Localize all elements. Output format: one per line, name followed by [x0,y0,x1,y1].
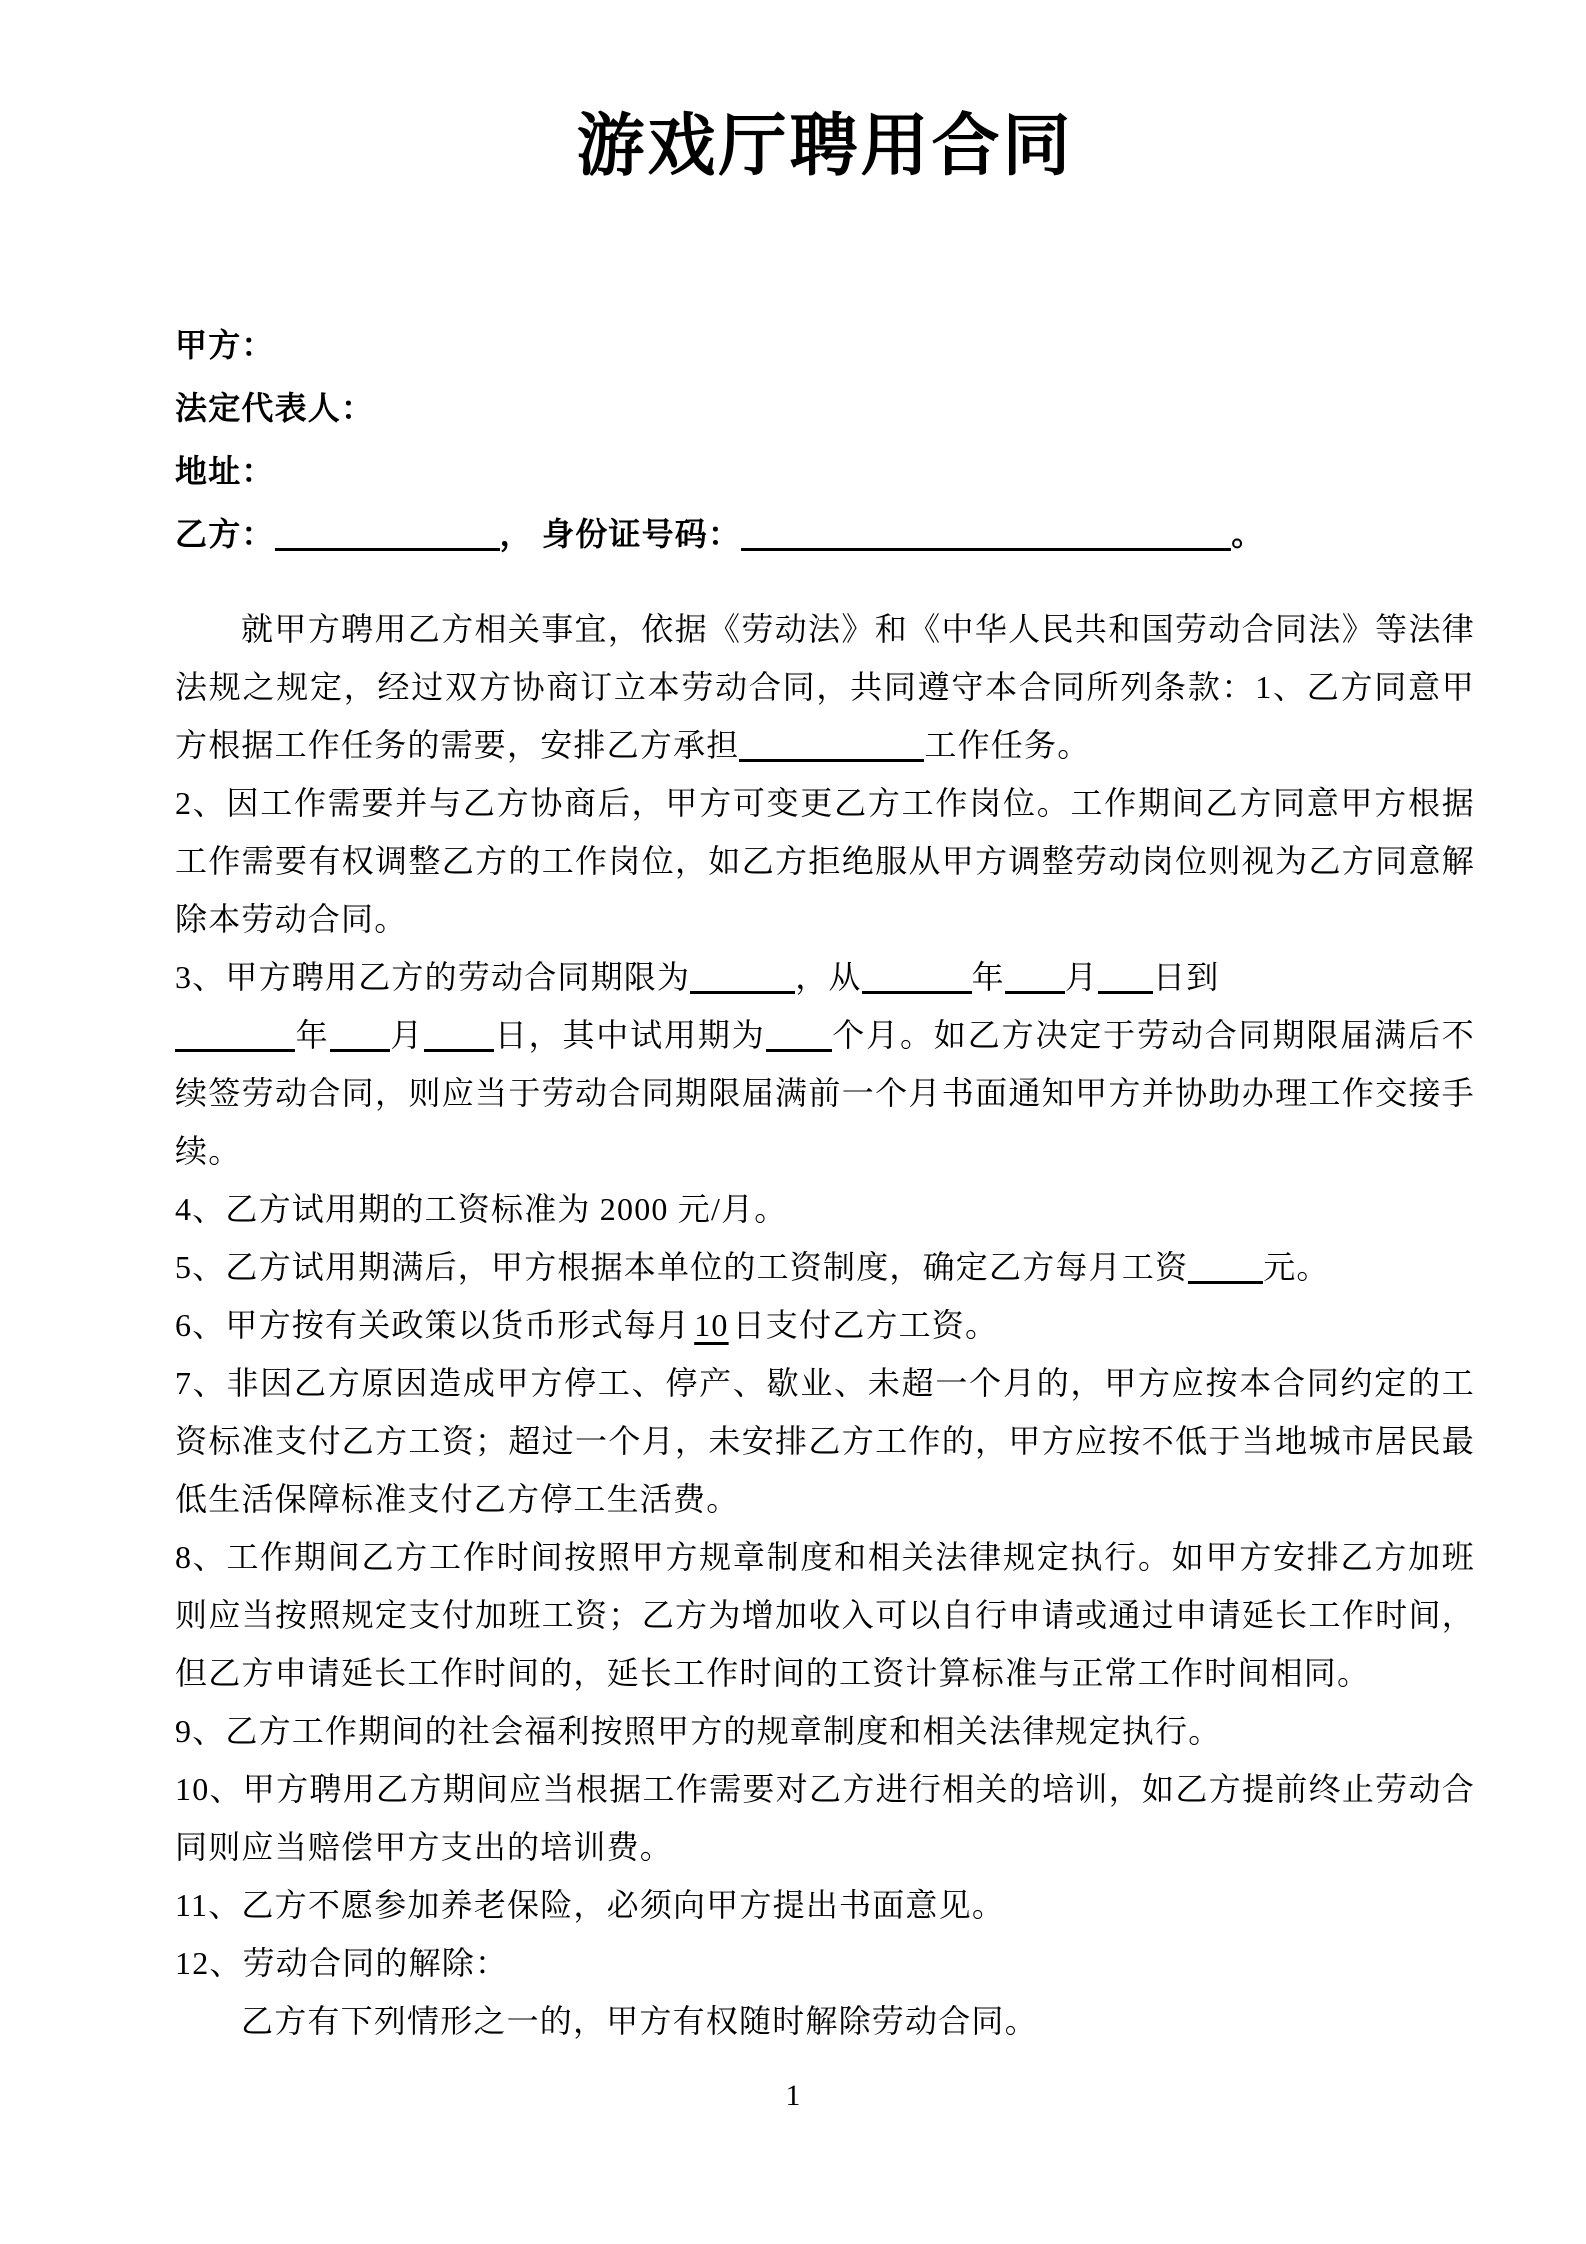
clause-3-text: 日，其中试用期为 [494,1017,766,1053]
blank-monthly-salary[interactable] [1188,1271,1263,1284]
blank-party-b-name[interactable] [275,538,500,551]
blank-start-year[interactable] [862,981,972,994]
clause-3 [175,948,1475,1180]
clause-2: 2、因工作需要并与乙方协商后，甲方可变更乙方工作岗位。工作期间乙方同意甲方根据工作需要有权调整乙方的工作岗位，如乙方拒绝服从甲方调整劳动岗位则视为乙方同意解除本劳动合同。 [175,785,1475,937]
id-number-label: ， 身份证号码： [499,516,742,552]
clause-3-text: 个月。如乙方决定于劳动合同期限届满后不续签劳动合同，则应当于劳动合同期限届满前一个月书面通知甲方并协助办理工作交接手续。 [175,1017,1475,1169]
clause-6-text-end: 日支付乙方工资。 [732,1307,999,1343]
clause-3-text: 月 [1064,959,1099,995]
blank-work-task[interactable] [739,749,924,762]
clause-intro-text-end: 工作任务。 [924,727,1091,763]
blank-id-number[interactable] [741,538,1231,551]
party-b-line [175,503,1475,566]
blank-end-day[interactable] [424,1039,494,1052]
clause-3-text: 3、甲方聘用乙方的劳动合同期限为 [175,959,691,995]
pay-day-value: 10 [694,1307,729,1343]
blank-start-month[interactable] [1005,981,1065,994]
blank-end-month[interactable] [330,1039,390,1052]
party-a-label: 甲方： [175,327,275,363]
party-b-label: 乙方： [175,516,275,552]
clause-6-text: 6、甲方按有关政策以货币形式每月 [175,1307,691,1343]
clause-3-text: 年 [971,959,1005,995]
contract-body [175,600,1475,2050]
clause-4: 4、乙方试用期的工资标准为 2000 元/月。 [175,1191,788,1227]
blank-probation-months[interactable] [766,1039,832,1052]
clause-3-text: 日到 [1153,959,1220,995]
contract-content [175,0,1475,2050]
clause-intro-text: 就甲方聘用乙方相关事宜，依据《劳动法》和《中华人民共和国劳动合同法》等法律法规之规定，经过双方协商订立本劳动合同，共同遵守本合同所列条款：1、乙方同意甲方根据工作任务的需要，安排乙方承担 [175,611,1475,763]
clause-12: 12、劳动合同的解除： [175,1945,509,1981]
legal-rep-label: 法定代表人： [175,390,375,426]
clause-intro [175,600,1475,774]
legal-rep-line [175,377,1475,440]
address-line [175,440,1475,503]
clause-10: 10、甲方聘用乙方期间应当根据工作需要对乙方进行相关的培训，如乙方提前终止劳动合同则应当赔偿甲方支出的培训费。 [175,1771,1475,1865]
clause-6 [175,1296,1475,1354]
clause-3-text: 月 [389,1017,425,1053]
page-title: 游戏厅聘用合同 [576,108,1074,184]
clause-9: 9、乙方工作期间的社会福利按照甲方的规章制度和相关法律规定执行。 [175,1713,1222,1749]
clause-8: 8、工作期间乙方工作时间按照甲方规章制度和相关法律规定执行。如甲方安排乙方加班则应当按照规定支付加班工资；乙方为增加收入可以自行申请或通过申请延长工作时间，但乙方申请延长工作时间的，延长工作时间的工资计算标准与正常工作时间相同。 [175,1539,1475,1691]
party-b-line-end: 。 [1231,516,1265,552]
party-a-line [175,314,1475,377]
clause-7: 7、非因乙方原因造成甲方停工、停产、歇业、未超一个月的，甲方应按本合同约定的工资标准支付乙方工资；超过一个月，未安排乙方工作的，甲方应按不低于当地城市居民最低生活保障标准支付乙方停工生活费。 [175,1365,1475,1517]
clause-5-text-end: 元。 [1263,1249,1330,1285]
clause-5 [175,1238,1475,1296]
clause-11: 11、乙方不愿参加养老保险，必须向甲方提出书面意见。 [175,1887,1006,1923]
clause-5-text: 5、乙方试用期满后，甲方根据本单位的工资制度，确定乙方每月工资 [175,1249,1189,1285]
page-number: 1 [785,2079,801,2112]
clause-3-text: 年 [295,1017,330,1053]
clause-12-sub: 乙方有下列情形之一的，甲方有权随时解除劳动合同。 [241,2003,1038,2039]
blank-start-day[interactable] [1098,981,1153,994]
blank-end-year[interactable] [175,1039,295,1052]
address-label: 地址： [175,453,275,489]
parties-header [175,314,1475,566]
clause-3-text: ，从 [795,959,862,995]
blank-contract-term[interactable] [690,981,795,994]
